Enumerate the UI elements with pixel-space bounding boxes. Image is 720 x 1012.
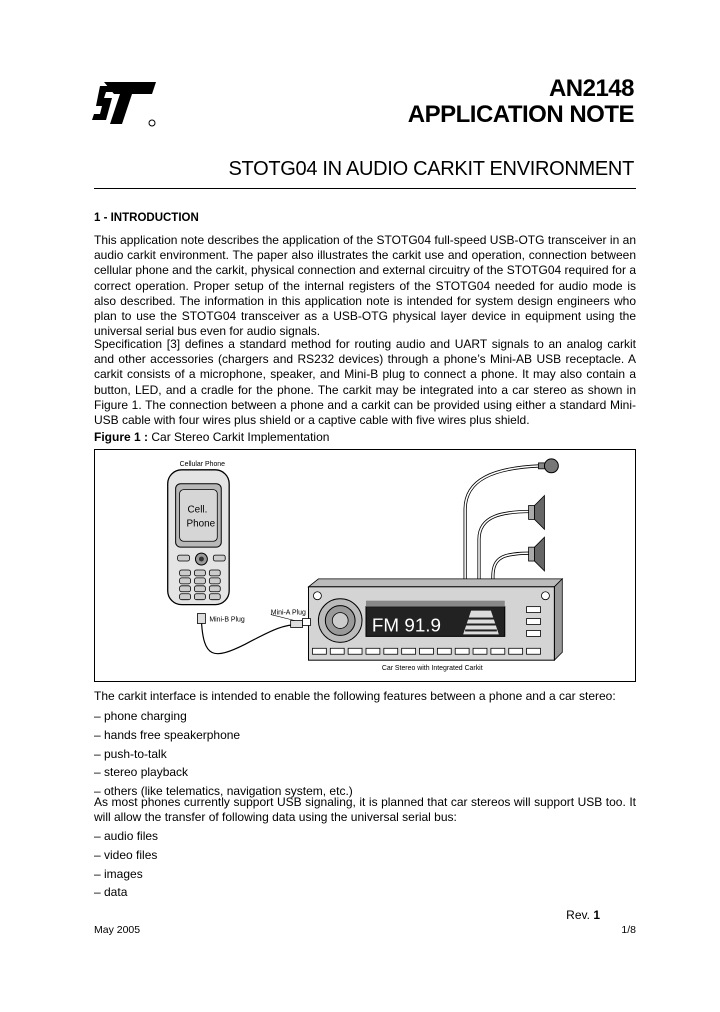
list-item: – images	[94, 866, 143, 881]
features-intro: The carkit interface is intended to enable the following features between a phone and a car stereo:	[94, 689, 616, 703]
list-item: – others (like telematics, navigation system, etc.)	[94, 784, 353, 799]
specification-paragraph: Specification [3] defines a standard method for routing audio and UART signals to an analog carkit and other accessories (chargers and RS232 devices) through a phone’s Mini-AB USB receptacle. A carkit consists of a microphone, speaker, and Mini-B plug to connect a phone. It may also contain a button, LED, and a cradle for the phone. The carkit may be integrated into a car stereo as shown in Figure 1. The connection between a phone and a carkit can be provided using either a standard Mini-USB cable with four wires plus shield or a captive cable with five wires plus shield.	[94, 337, 636, 428]
plug-b-label: Mini-B Plug	[209, 616, 245, 624]
usb-cable	[197, 610, 306, 654]
document-id: AN2148	[548, 75, 634, 102]
phone-screen-line2: Phone	[186, 518, 216, 530]
intro-paragraph: This application note describes the application of the STOTG04 full-speed USB-OTG transceiver in an audio carkit environment. The paper also illustrates the carkit use and operation, connection between cellular phone and the carkit, physical connection and external circuitry of the STOTG04 required for a correct operation. Proper setup of the internal registers of the STOTG04 needed for audio mode is also described. The information in this application note is intended for system design engineers who plan to use the STOTG04 transceiver as a USB-OTG physical layer device in equipment using the universal serial bus even for audio signals.	[94, 233, 636, 339]
car-stereo-figure	[94, 449, 636, 682]
list-item: – data	[94, 885, 128, 900]
list-item: – push-to-talk	[94, 746, 167, 761]
st-logo-icon	[92, 80, 162, 130]
list-item: – audio files	[94, 829, 159, 843]
usb-intro: As most phones currently support USB signaling, it is planned that car stereos will support USB too. It will allow the transfer of following data using the universal serial bus:	[94, 795, 636, 825]
publication-date: May 2005	[94, 924, 141, 936]
microphone-icon	[538, 459, 558, 473]
revision	[566, 908, 600, 922]
section-heading: 1 - INTRODUCTION	[94, 212, 199, 224]
figure-label: Figure 1 :	[94, 430, 149, 444]
page-number: 1/8	[621, 924, 636, 936]
figure-caption	[94, 430, 329, 444]
header-divider	[94, 188, 636, 189]
document-type: APPLICATION NOTE	[407, 101, 634, 128]
list-item: – phone charging	[94, 709, 187, 723]
features-list	[94, 709, 353, 803]
phone-screen-line1: Cell.	[187, 504, 208, 516]
figure-title: Car Stereo Carkit Implementation	[151, 430, 330, 444]
revision-number: 1	[593, 908, 600, 922]
revision-label: Rev.	[566, 908, 590, 922]
phone-label: Cellular Phone	[179, 460, 226, 468]
speaker-icon	[529, 537, 545, 571]
speaker-icon	[529, 496, 545, 530]
car-stereo-icon	[303, 579, 563, 660]
cellular-phone-icon	[168, 470, 229, 605]
document-subtitle: STOTG04 IN AUDIO CARKIT ENVIRONMENT	[228, 158, 634, 180]
usb-data-list	[94, 829, 158, 904]
stereo-caption: Car Stereo with Integrated Carkit	[381, 665, 483, 673]
list-item: – stereo playback	[94, 765, 189, 780]
plug-a-label: Mini-A Plug	[270, 609, 306, 617]
list-item: – hands free speakerphone	[94, 727, 241, 742]
stereo-display: FM 91.9	[371, 614, 442, 636]
list-item: – video files	[94, 847, 158, 862]
